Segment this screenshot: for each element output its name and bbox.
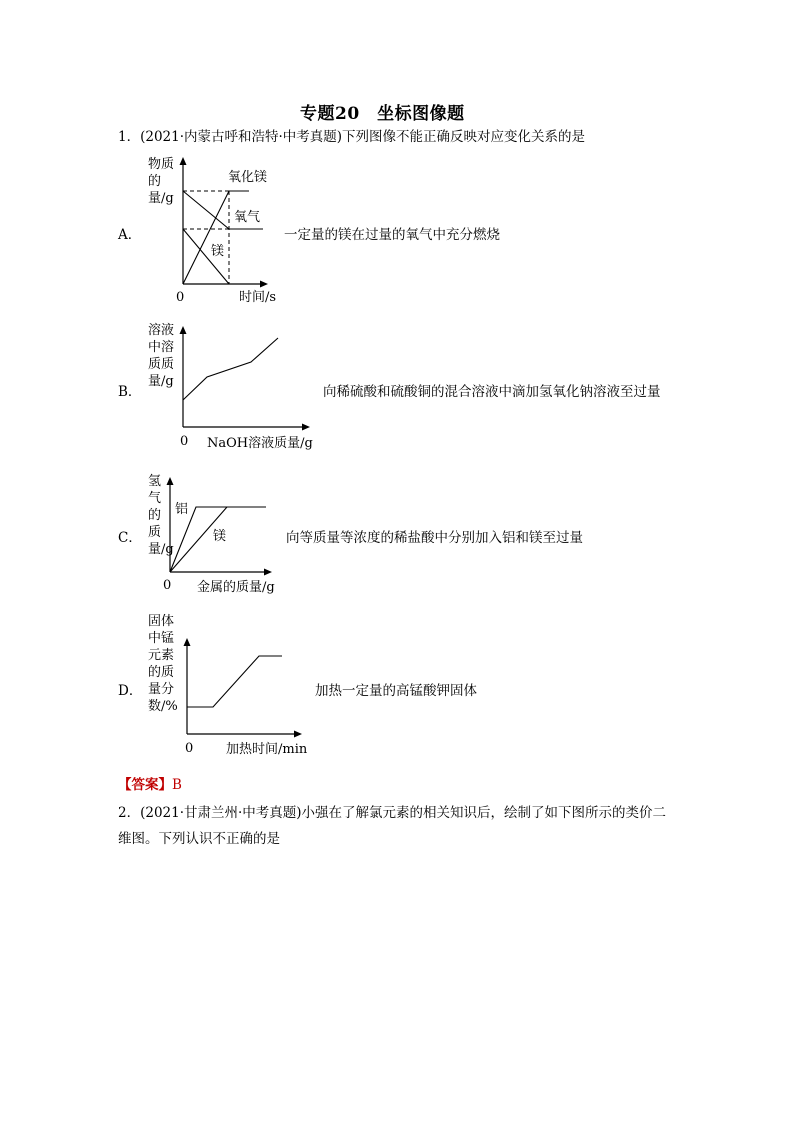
option-d-x-arrow	[294, 731, 302, 738]
option-b-desc: 向稀硫酸和硫酸铜的混合溶液中滴加氢氧化钠溶液至过量	[323, 384, 661, 400]
option-c-label-al: 铝	[175, 502, 189, 517]
option-a-letter: A．	[118, 227, 142, 243]
answer-line	[118, 773, 182, 793]
option-a-y-label: 物质的量/g	[148, 157, 175, 206]
page-title: 专题20 坐标图像题	[300, 104, 465, 124]
option-d-letter: D．	[118, 683, 143, 699]
answer-tag: 【答案】	[118, 777, 172, 793]
option-d-y-arrow	[184, 638, 191, 646]
question-1-stem: 1．(2021·内蒙古呼和浩特·中考真题)下列图像不能正确反映对应变化关系的是	[118, 129, 586, 145]
question-2-stem-line2: 维图。下列认识不正确的是	[118, 831, 280, 847]
option-b-letter: B．	[118, 384, 142, 400]
option-c-desc: 向等质量等浓度的稀盐酸中分别加入铝和镁至过量	[286, 530, 583, 546]
option-a-origin: 0	[176, 290, 185, 305]
option-a-label-o2: 氧气	[234, 210, 261, 225]
option-d-desc: 加热一定量的高锰酸钾固体	[315, 683, 477, 699]
option-c-letter: C．	[118, 530, 142, 546]
option-a-label-mgo: 氧化镁	[228, 170, 268, 185]
option-c-origin: 0	[163, 578, 172, 593]
answer-value: B	[172, 777, 182, 793]
option-d-origin: 0	[185, 741, 194, 756]
option-a-x-label: 时间/s	[239, 290, 277, 305]
option-d-line	[187, 656, 282, 707]
option-d-y-label: 固体中锰元素的质量分数/%	[148, 614, 178, 714]
option-a-desc: 一定量的镁在过量的氧气中充分燃烧	[284, 227, 500, 243]
option-b-y-label: 溶液中溶质质量/g	[148, 323, 175, 389]
option-b-x-label: NaOH溶液质量/g	[207, 436, 313, 451]
option-c-x-label: 金属的质量/g	[197, 580, 275, 595]
question-2-stem-line1: 2．(2021·甘肃兰州·中考真题)小强在了解氯元素的相关知识后，绘制了如下图所示的类价二	[118, 805, 667, 821]
option-d-x-label: 加热时间/min	[226, 742, 308, 757]
option-c-y-label: 氢气的质量/g	[148, 474, 174, 557]
option-a-label-mg: 镁	[211, 244, 225, 259]
option-b-origin: 0	[180, 434, 189, 449]
option-c-label-mg: 镁	[213, 529, 227, 544]
